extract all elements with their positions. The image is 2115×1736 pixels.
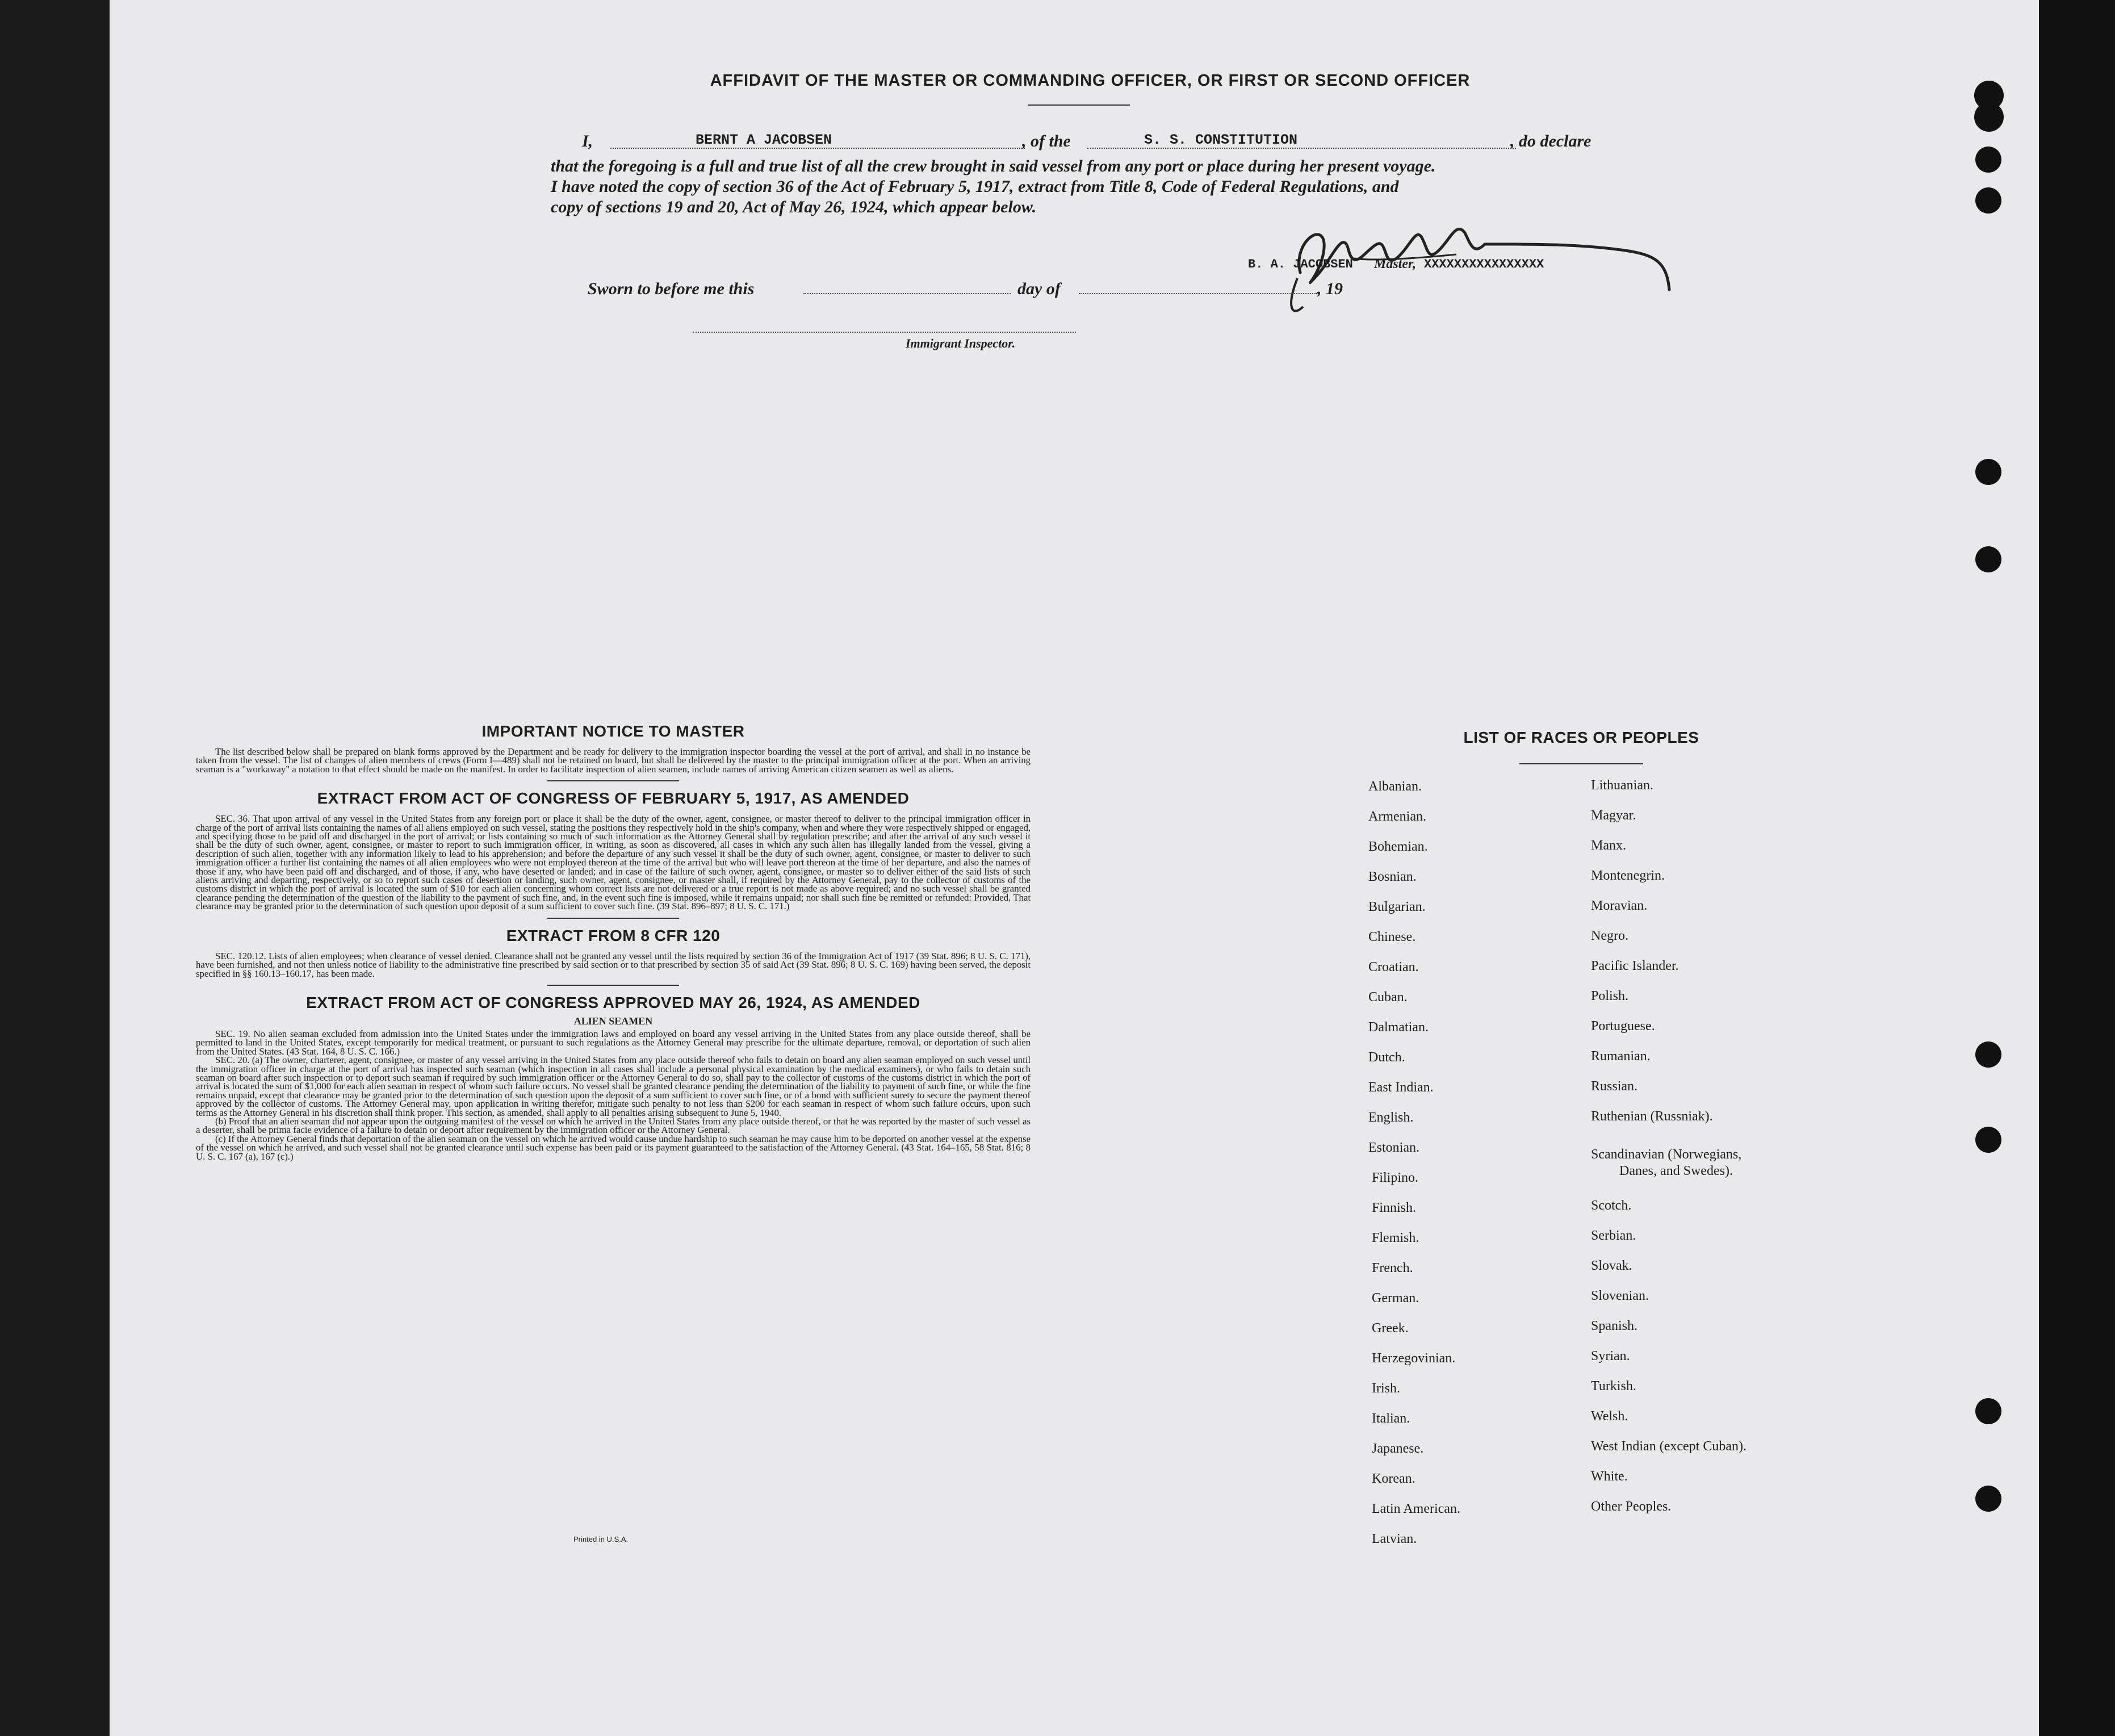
race-item: Spanish. — [1591, 1319, 1638, 1333]
race-item: Croatian. — [1368, 960, 1419, 974]
section-divider — [547, 780, 679, 781]
notice-column — [196, 722, 1031, 1161]
race-item: Magyar. — [1591, 808, 1636, 823]
punch-hole — [1975, 1127, 2001, 1153]
race-item: White. — [1591, 1469, 1628, 1484]
extract-1924-subtitle: ALIEN SEAMEN — [573, 1015, 653, 1027]
race-item: Cuban. — [1368, 990, 1408, 1005]
races-divider — [1519, 763, 1643, 764]
race-item: French. — [1372, 1261, 1413, 1275]
race-item: Dalmatian. — [1368, 1020, 1429, 1035]
race-item: East Indian. — [1368, 1080, 1434, 1095]
race-item: Herzegovinian. — [1372, 1351, 1456, 1366]
race-item: Moravian. — [1591, 898, 1648, 913]
race-item: Greek. — [1372, 1321, 1409, 1336]
scan-edge — [2039, 0, 2115, 1736]
race-item: Korean. — [1372, 1471, 1415, 1486]
sec-20b-text: (b) Proof that an alien seaman did not appear upon the outgoing manifest of the vessel on which he arrived in the United States from any place outside thereof, or that he was reported by the master of such vessel as a deserter, shall be prima facie evidence of a failure to detain or deport after requirement by the immigration officer or the Attorney General. — [196, 1115, 1031, 1136]
race-item: Russian. — [1591, 1079, 1638, 1094]
race-item: English. — [1368, 1110, 1414, 1125]
races-title: LIST OF RACES OR PEOPLES — [1463, 729, 1699, 746]
extract-1917-title: EXTRACT FROM ACT OF CONGRESS OF FEBRUARY 5, 1917, AS AMENDED — [317, 789, 910, 808]
race-item: Estonian. — [1368, 1140, 1419, 1155]
sec-19-text: SEC. 19. No alien seaman excluded from admission into the United States under the immigration laws and employed on board any vessel arriving in the United States from any place outside thereof, shall be permitted to land in the United States, except temporarily for medical treatment, or pursuant to such regulations as the Attorney General may prescribe for the ultimate departure, removal, or deportation of such alien from the United States. (43 Stat. 164, 8 U. S. C. 166.) — [196, 1028, 1031, 1057]
race-item: Manx. — [1591, 838, 1626, 853]
race-item: Scotch. — [1591, 1198, 1632, 1213]
race-item: Welsh. — [1591, 1409, 1628, 1424]
year-label: , 19 — [1317, 279, 1343, 298]
master-name: BERNT A JACOBSEN — [696, 132, 832, 148]
extract-1924-title: EXTRACT FROM ACT OF CONGRESS APPROVED MAY 26, 1924, AS AMENDED — [306, 993, 920, 1011]
race-item: Flemish. — [1372, 1231, 1419, 1245]
sec-20a-text: SEC. 20. (a) The owner, charterer, agent, consignee, or master of any vessel arriving in the United States from any place outside thereof who fails to detain on board any alien seaman employed on such vessel until the immigration officer in charge at the port of arrival has inspected such seaman (which inspection in all cases shall include a personal physical examination by the medical examiners), or who fails to detain such seaman on board after such inspection or to deport such seaman if required by such immigration officer or the Attorney General to do so, shall pay to the collector of customs of the customs district in which the port of arrival is located the sum of $1,000 for each alien seaman in respect of whom such failure occurs. No vessel shall be granted clearance pending the determination of the liability to payment of such fine, or while the fine remains unpaid, except that clearance may be granted prior to the determination of such question upon the deposit of a sum sufficient to cover such fine, or of a bond with sufficient surety to secure the payment thereof approved by the collector of customs. The Attorney General may, upon application in writing therefor, mitigate such penalty to not less than $200 for each seaman in respect of whom such failure occurs, upon such terms as the Attorney General in his discretion shall think proper. This section, as amended, shall apply to all penalties arising subsequent to June 5, 1940. — [196, 1055, 1031, 1118]
race-item: Irish. — [1372, 1381, 1400, 1396]
sec-20c-text: (c) If the Attorney General finds that deportation of the alien seaman on the vessel on which he arrived would cause undue hardship to such seaman he may cause him to be deported on another vessel at the expense of the vessel on which he arrived, and such vessel shall not be granted clearance until such expense has been paid or its payment guaranteed to the satisfaction of the Attorney General. (43 Stat. 164–165, 58 Stat. 816; 8 U. S. C. 167 (a), 167 (c).) — [196, 1133, 1031, 1162]
struck-officer-title: XXXXXXXXXXXXXXXX — [1424, 257, 1544, 271]
race-item: Other Peoples. — [1591, 1499, 1672, 1514]
race-item: Rumanian. — [1591, 1049, 1651, 1064]
affidavit-title: AFFIDAVIT OF THE MASTER OR COMMANDING OFFICER, OR FIRST OR SECOND OFFICER — [710, 72, 1471, 90]
inspector-signature-line — [693, 332, 1076, 333]
race-item: Dutch. — [1368, 1050, 1405, 1065]
punch-hole — [1974, 102, 2004, 132]
title-divider — [1028, 104, 1130, 106]
punch-hole — [1975, 1486, 2001, 1512]
race-item: Bohemian. — [1368, 839, 1428, 854]
race-item: Bulgarian. — [1368, 900, 1426, 914]
extract-1917-text: SEC. 36. That upon arrival of any vessel in the United States from any foreign port or place it shall be the duty of the owner, agent, consignee, or master thereof to deliver to the principal immigration officer in charge of the port of arrival lists containing the names of all aliens employed on such vessel, stating the positions they respectively hold in the ship's company, when and where they were respectively shipped or engaged, and specifying those to be paid off and discharged in the port of arrival; or lists containing so much of such information as the Attorney General shall by regulation prescribe; and after the arrival of any such vessel it shall be the duty of such owner, agent, consignee, or master to report to such immigration officer, in writing, as soon as discovered, all cases in which any such alien has illegally landed from the vessel, giving a description of such alien, together with any information likely to lead to his apprehension; and before the departure of any such vessel it shall be the duty of such owner, agent, consignee, or master to deliver to such immigration officer a further list containing the names of all alien employees who were not employed thereon at the time of the arrival but who will leave port thereon at the time of her departure, and also the names of those if any, who have been paid off and discharged, and of those, if any, who have deserted or landed; and in case of the failure of such owner, agent, consignee, or master so to deliver either of the said lists of such aliens arriving and departing, respectively, or so to report such cases of desertion or landing, such owner, agent, consignee, or master shall, if required by the Attorney General, pay to the collector of customs of the customs district in which the port of arrival is located the sum of $10 for each alien concerning whom correct lists are not delivered or a true report is not made as above required; and no such vessel shall be granted clearance pending the determination of the question of the liability to the payment of such fine, and, in the event such fine is imposed, while it remains unpaid; nor shall such fine be remitted or refunded: Provided, That clearance may be granted prior to the determination of such question upon deposit of a sum sufficient to cover such fine. (39 Stat. 896–897; 8 U. S. C. 171.) — [196, 813, 1031, 912]
master-label: Master, — [1374, 257, 1417, 271]
race-item: Filipino. — [1372, 1170, 1419, 1185]
inspector-label: Immigrant Inspector. — [906, 336, 1016, 350]
extract-cfr-text: SEC. 120.12. Lists of alien employees; when clearance of vessel denied. Clearance shall not be granted any vessel until the lists required by section 36 of the Immigration Act of 1917 (39 Stat. 896; 8 U. S. C. 171), have been furnished, and not then unless notice of liability to the administrative fine prescribed by said section or to that prescribed by section 35 of said Act (39 Stat. 896; 8 U. S. C. 169) having been served, the deposit specified in §§ 160.13–160.17, has been made. — [196, 950, 1031, 979]
i-label: I, — [582, 132, 593, 150]
do-declare-label: , do declare — [1510, 132, 1592, 150]
printed-in-usa: Printed in U.S.A. — [573, 1535, 629, 1543]
race-item: Serbian. — [1591, 1228, 1636, 1243]
race-item: Danes, and Swedes). — [1619, 1164, 1733, 1178]
punch-hole — [1975, 147, 2001, 173]
race-item: Syrian. — [1591, 1349, 1630, 1363]
race-item: Slovenian. — [1591, 1289, 1649, 1303]
notice-title: IMPORTANT NOTICE TO MASTER — [481, 722, 745, 740]
punch-hole — [1975, 459, 2001, 485]
race-item: Ruthenian (Russniak). — [1591, 1109, 1713, 1124]
race-item: Albanian. — [1368, 779, 1422, 794]
race-item: West Indian (except Cuban). — [1591, 1439, 1747, 1454]
race-item: Slovak. — [1591, 1258, 1632, 1273]
declaration-line-4: copy of sections 19 and 20, Act of May 26, 1924, which appear below. — [551, 198, 1037, 216]
declaration-line-3: I have noted the copy of section 36 of the Act of February 5, 1917, extract from Title 8, Code of Federal Regulations, and — [551, 177, 1399, 196]
notice-text: The list described below shall be prepared on blank forms approved by the Department and be ready for delivery to the immigration inspector boarding the vessel at the port of arrival, and shall in no instance be taken from the vessel. The list of changes of alien members of crews (Form I—489) shall not be retained on board, but shall be delivered by the master to the principal immigration officer at the port. When an arriving seaman is a "workaway" a notation to that effect should be made on the manifest. In order to facilitate inspection of alien seamen, include names of arriving American citizen seamen as well as aliens. — [196, 746, 1031, 775]
section-divider — [547, 918, 679, 919]
month-line — [1079, 293, 1317, 294]
race-item: Montenegrin. — [1591, 868, 1665, 883]
race-item: Portuguese. — [1591, 1019, 1655, 1034]
race-item: Polish. — [1591, 989, 1629, 1003]
punch-hole — [1975, 187, 2001, 214]
race-item: Lithuanian. — [1591, 778, 1653, 793]
punch-hole — [1975, 1398, 2001, 1424]
typed-signature: B. A. JACOBSEN — [1248, 257, 1353, 271]
section-divider — [547, 985, 679, 986]
race-item: Japanese. — [1372, 1441, 1424, 1456]
sworn-label: Sworn to before me this — [588, 279, 755, 298]
race-item: Negro. — [1591, 928, 1628, 943]
race-item: Italian. — [1372, 1411, 1410, 1426]
race-item: Latin American. — [1372, 1501, 1460, 1516]
extract-cfr-title: EXTRACT FROM 8 CFR 120 — [506, 926, 721, 944]
race-item: Bosnian. — [1368, 869, 1417, 884]
punch-hole — [1975, 1041, 2001, 1068]
punch-hole — [1975, 546, 2001, 572]
race-item: Latvian. — [1372, 1532, 1417, 1546]
vessel-name: S. S. CONSTITUTION — [1144, 132, 1298, 148]
day-of-label: day of — [1017, 279, 1061, 298]
declaration-line-2: that the foregoing is a full and true list of all the crew brought in said vessel from any port or place during her present voyage. — [551, 157, 1436, 175]
of-the-label: , of the — [1022, 132, 1071, 150]
race-item: Finnish. — [1372, 1200, 1417, 1215]
race-item: Chinese. — [1368, 930, 1416, 944]
day-line — [803, 293, 1011, 294]
race-item: German. — [1372, 1291, 1419, 1306]
race-item: Pacific Islander. — [1591, 959, 1679, 973]
race-item: Scandinavian (Norwegians, — [1591, 1147, 1742, 1162]
race-item: Turkish. — [1591, 1379, 1636, 1394]
race-item: Armenian. — [1368, 809, 1426, 824]
